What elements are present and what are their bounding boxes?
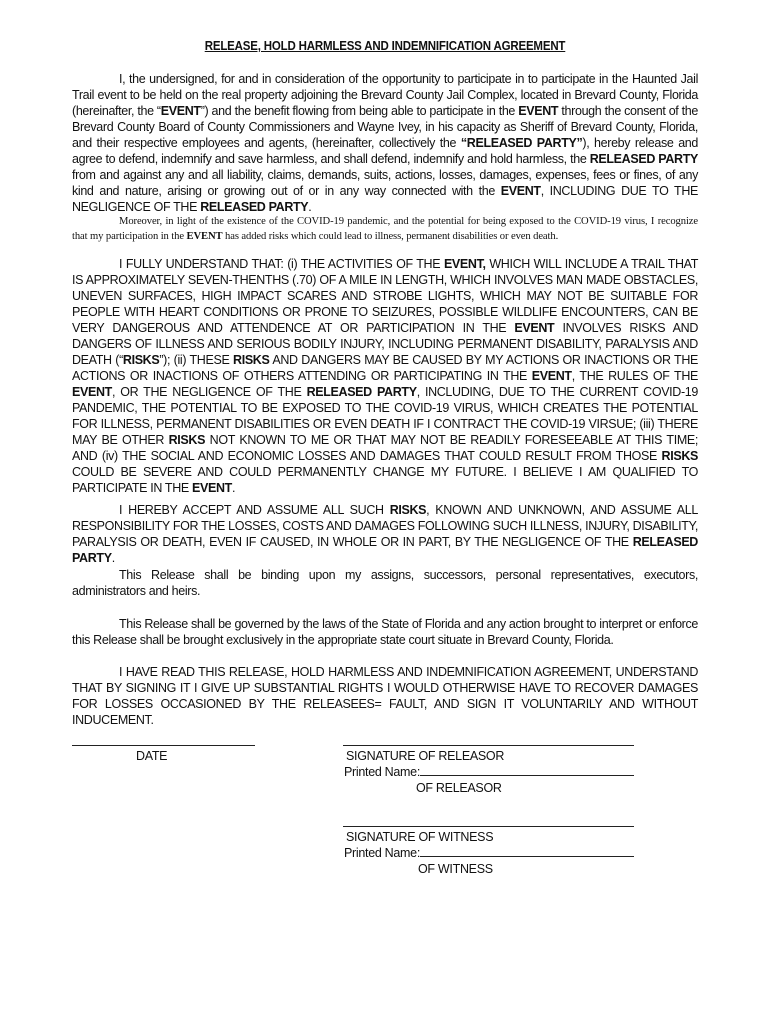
covid-paragraph: Moreover, in light of the existence of the COVID-19 pandemic, and the potential for being exposed to the COVID-19 virus, I recognize that my participation in the EVENT has added risks which could lead to illness, permanent disabilities or even death. xyxy=(72,216,698,242)
accept-risks-paragraph: I HEREBY ACCEPT AND ASSUME ALL SUCH RISKS, KNOWN AND UNKNOWN, AND ASSUME ALL RESPONSIBILITY FOR THE LOSSES, COSTS AND DAMAGES FOLLOWING SUCH ILLNESS, INJURY, DISABILITY, PARALYSIS OR DEATH, EVEN IF CAUSED, IN WHOLE OR IN PART, BY THE NEGLIGENCE OF THE RELEASED PARTY. xyxy=(72,503,698,565)
releasor-printed-name-line[interactable] xyxy=(420,764,634,776)
date-line[interactable] xyxy=(72,745,255,746)
date-label: DATE xyxy=(136,749,168,763)
releasor-of-label: OF RELEASOR xyxy=(416,781,502,795)
releasor-printed-name: Printed Name: xyxy=(344,764,634,780)
witness-signature-label: SIGNATURE OF WITNESS xyxy=(346,830,494,844)
witness-signature-line[interactable] xyxy=(343,826,634,827)
releasor-signature-label: SIGNATURE OF RELEASOR xyxy=(346,749,505,763)
witness-printed-name-line[interactable] xyxy=(420,845,634,857)
binding-paragraph: This Release shall be binding upon my assigns, successors, personal representatives, executors, administrators and heirs. xyxy=(72,568,698,598)
release-paragraph: I, the undersigned, for and in consideration of the opportunity to participate in to participate in the Haunted Jail Trail event to be held on the real property adjoining the Brevard County Jail Complex, located in Brevard County, Florida (hereinafter, the “EVENT”) and the benefit flowing from being able to participate in the EVENT through the consent of the Brevard County Board of County Commissioners and Wayne Ivey, in his capacity as Sheriff of Brevard County, Florida, and their respective employees and agents, (hereinafter, collectively the “RELEASED PARTY”), hereby release and agree to defend, indemnify and save harmless, and shall defend, indemnify and hold harmless, the RELEASED PARTY from and against any and all liability, claims, demands, suits, actions, losses, damages, expenses, fees or fines, of any kind and nature, arising or growing out of or in any way connected with the EVENT, INCLUDING DUE TO THE NEGLIGENCE OF THE RELEASED PARTY. xyxy=(72,72,698,214)
releasor-signature-line[interactable] xyxy=(343,745,634,746)
witness-of-label: OF WITNESS xyxy=(418,862,493,876)
acknowledgement-paragraph: I HAVE READ THIS RELEASE, HOLD HARMLESS AND INDEMNIFICATION AGREEMENT, UNDERSTAND THAT BY SIGNING IT I GIVE UP SUBSTANTIAL RIGHTS I WOULD OTHERWISE HAVE TO RECOVER DAMAGES FOR LOSSES OCCASIONED BY THE RELEASEES= FAULT, AND SIGN IT VOLUNTARILY AND WITHOUT INDUCEMENT. xyxy=(72,665,698,727)
witness-printed-name: Printed Name: xyxy=(344,845,634,861)
understand-paragraph: I FULLY UNDERSTAND THAT: (i) THE ACTIVITIES OF THE EVENT, WHICH WILL INCLUDE A TRAIL THAT IS APPROXIMATELY SEVEN-THENTHS (.70) OF A MILE IN LENGTH, WHICH INVOLVES MAN MADE OBSTACLES, UNEVEN SURFACES, HIGH IMPACT SCARES AND STROBE LIGHTS, WHICH MAY NOT BE SUITABLE FOR PEOPLE WITH HEART CONDITIONS OR PRONE TO SEIZURES, POSSIBLE WILDLIFE ENCOUNTERS, CAN BE VERY DANGEROUS AND ATTENDENCE AT OR PARTICIPATION IN THE EVENT INVOLVES RISKS AND DANGERS OF ILLNESS AND SERIOUS BODILY INJURY, INCLUDING PERMANENT DISABILITY, PARALYSIS AND DEATH (“RISKS”); (ii) THESE RISKS AND DANGERS MAY BE CAUSED BY MY ACTIONS OR INACTIONS OR THE ACTIONS OR INACTIONS OF OTHERS ATTENDING OR PARTICIPATING IN THE EVENT, THE RULES OF THE EVENT, OR THE NEGLIGENCE OF THE RELEASED PARTY, INCLUDING, DUE TO THE CURRENT COVID-19 PANDEMIC, THE POTENTIAL TO BE EXPOSED TO THE COVID-19 VIRUS, WHICH CREATES THE POTENTIAL FOR ILLNESS, PERMANENT DISABILITIES OR EVEN DEATH IF I CONTRACT THE COVID-19 VIRSUE; (iii) THERE MAY BE OTHER RISKS NOT KNOWN TO ME OR THAT MAY NOT BE READILY FORESEEABLE AT THIS TIME; AND (iv) THE SOCIAL AND ECONOMIC LOSSES AND DAMAGES THAT COULD RESULT FROM THOSE RISKS COULD BE SEVERE AND COULD PERMANENTLY CHANGE MY FUTURE. I BELIEVE I AM QUALIFIED TO PARTICIPATE IN THE EVENT. xyxy=(72,257,699,495)
governing-law-paragraph: This Release shall be governed by the laws of the State of Florida and any action brought to interpret or enforce this Release shall be brought exclusively in the appropriate state court situate in Brevard County, Florida. xyxy=(72,617,698,647)
document-title: RELEASE, HOLD HARMLESS AND INDEMNIFICATION AGREEMENT xyxy=(204,39,566,53)
